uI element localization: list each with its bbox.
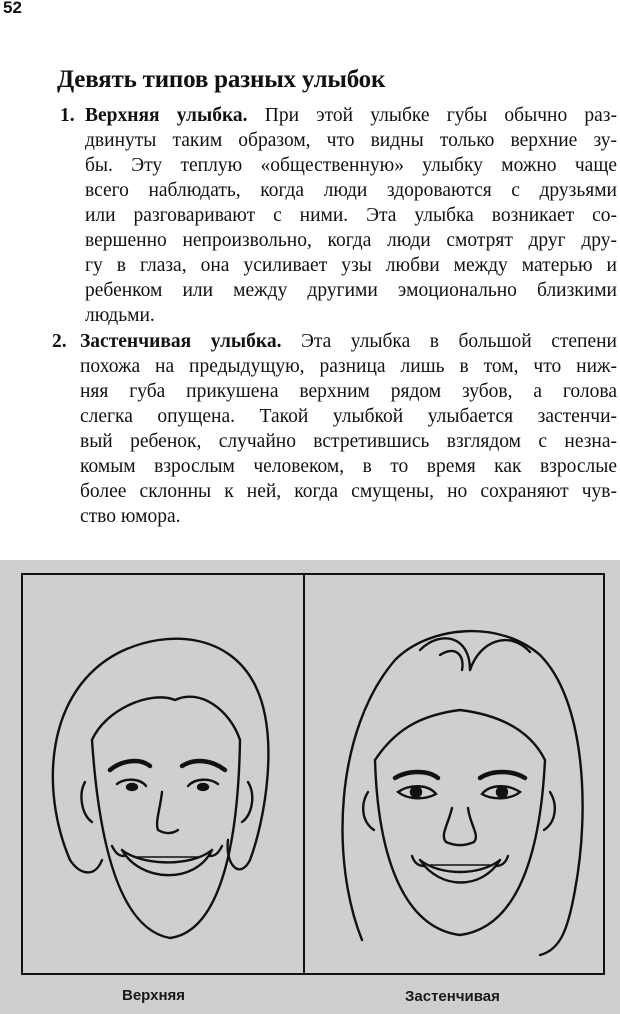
item-text-line: или разговаривают с ними. Эта улыбка возникает со- [85, 205, 617, 226]
upper-smile-face [53, 639, 269, 938]
section-heading: Девять типов разных улыбок [57, 66, 386, 93]
item-number: 1. [60, 105, 75, 126]
item-text-line: ство юмора. [80, 506, 181, 527]
item-first-line [80, 330, 617, 355]
shy-smile-face [343, 631, 583, 955]
item-text-line: Эта улыбка в большой степени [281, 331, 617, 352]
faces-drawing [0, 560, 620, 1014]
item-text-line: похожа на предыдущую, разница лишь в том, что ниж- [80, 356, 617, 377]
item-number: 2. [52, 331, 67, 352]
item-text-line: бы. Эту теплую «общественную» улыбку можно чаще [85, 155, 617, 176]
item-text-line: двинуты таким образом, что видны только верхние зу- [85, 130, 617, 151]
page-number: 52 [3, 0, 22, 17]
left-panel-frame [22, 574, 304, 974]
item-title: Застенчивая улыбка. [80, 331, 282, 352]
item-text-line: комым взрослым человеком, в то время как взрослые [80, 456, 617, 477]
item-text-line: слегка опущена. Такой улыбкой улыбается застенчи- [80, 406, 617, 427]
caption-shy-smile: Застенчивая [405, 988, 500, 1005]
caption-upper-smile: Верхняя [122, 987, 186, 1004]
item-text-line: вый ребенок, случайно встретившись взглядом с незна- [80, 431, 617, 452]
item-title: Верхняя улыбка. [85, 105, 248, 126]
item-text-line: гу в глаза, она усиливает узы любви между матерью и [85, 255, 617, 276]
right-panel-frame [304, 574, 604, 974]
item-first-line [85, 104, 617, 129]
item-text-line: вершенно непроизвольно, когда люди смотрят друг дру- [85, 230, 617, 251]
item-text-line: При этой улыбке губы обычно раз- [247, 105, 617, 126]
item-text-line: более склонны к ней, когда смущены, но сохраняют чув- [80, 481, 617, 502]
item-text-line: всего наблюдать, когда люди здороваются с друзьями [85, 180, 617, 201]
smile-illustration [0, 560, 620, 1014]
item-text-line: ребенком или между другими эмоционально близкими [85, 280, 617, 301]
item-text-line: няя губа прикушена верхним рядом зубов, а голова [80, 381, 617, 402]
item-text-line: людьми. [85, 305, 155, 326]
